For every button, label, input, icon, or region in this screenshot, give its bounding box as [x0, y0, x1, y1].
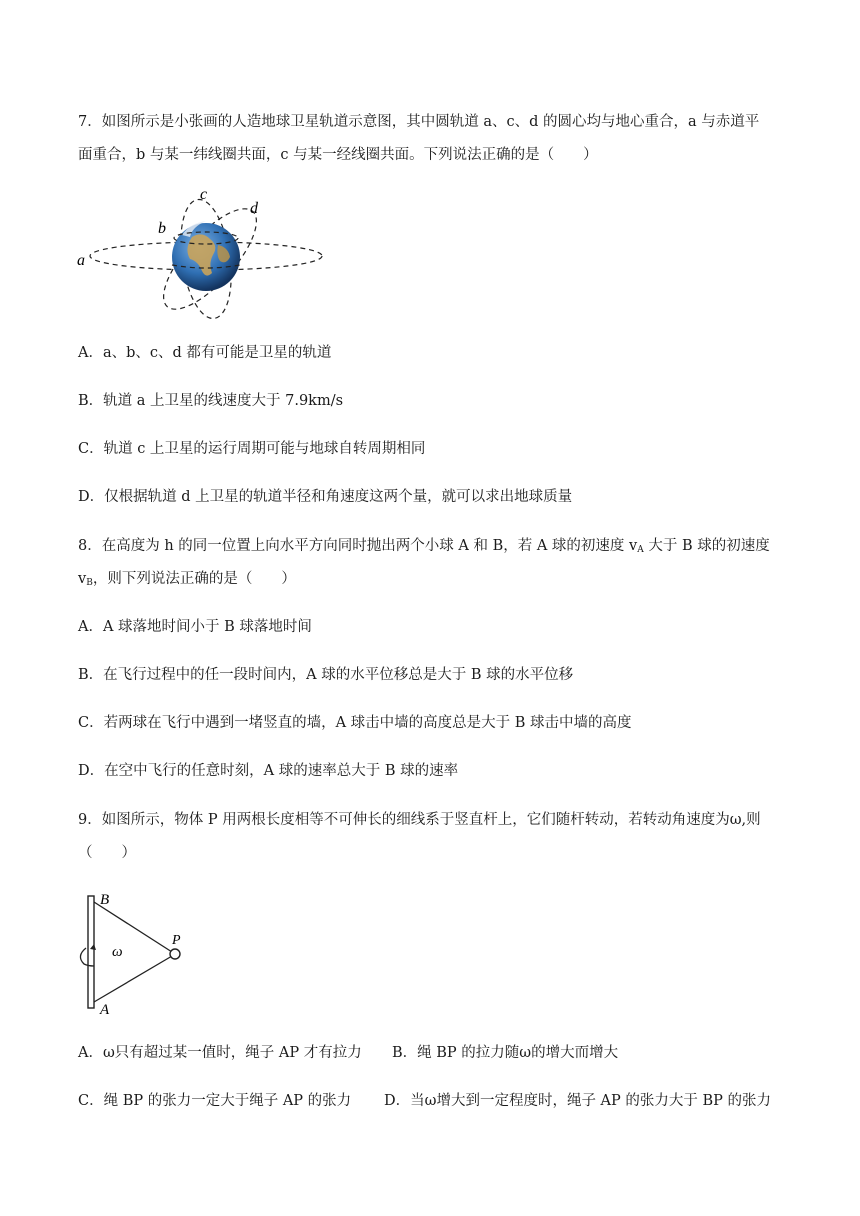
q8-option-a: A．A 球落地时间小于 B 球落地时间	[78, 619, 312, 635]
omega-label: ω	[112, 944, 123, 960]
q9-stem-line2: （ ）	[78, 845, 136, 861]
q8-sub-a: A	[637, 545, 644, 555]
orbit-label-c: c	[200, 186, 208, 203]
q7-stem-line1: 7．如图所示是小张画的人造地球卫星轨道示意图，其中圆轨道 a、c、d 的圆心均与地心重合，a 与赤道平	[78, 114, 760, 130]
q7-stem-line2: 面重合，b 与某一纬线圈共面，c 与某一经线圈共面。下列说法正确的是（ ）	[78, 147, 598, 163]
q8-stem-line1	[78, 536, 770, 560]
q8-stem-v: v	[78, 571, 87, 587]
q7-option-c: C．轨道 c 上卫星的运行周期可能与地球自转周期相同	[78, 441, 426, 457]
point-label-p: P	[172, 933, 181, 948]
orbit-label-b: b	[158, 220, 166, 237]
q8-stem-tail: 大于 B 球的初速度	[643, 538, 770, 554]
point-label-a: A	[100, 1002, 110, 1018]
q8-sub-b: B	[86, 578, 93, 588]
q7-option-d: D．仅根据轨道 d 上卫星的轨道半径和角速度这两个量，就可以求出地球质量	[78, 489, 573, 505]
orbit-label-d: d	[250, 200, 258, 217]
q7-option-a: A．a、b、c、d 都有可能是卫星的轨道	[78, 345, 332, 361]
orbit-label-a: a	[77, 252, 85, 269]
ball-p-icon	[170, 949, 180, 959]
q9-option-c: C．绳 BP 的张力一定大于绳子 AP 的张力	[78, 1093, 352, 1109]
q8-option-c: C．若两球在飞行中遇到一堵竖直的墙，A 球击中墙的高度总是大于 B 球击中墙的高度	[78, 715, 632, 731]
q9-stem-line1: 9．如图所示，物体 P 用两根长度相等不可伸长的细线系于竖直杆上，它们随杆转动，若转动角速度为ω,则	[78, 812, 761, 828]
q8-option-d: D．在空中飞行的任意时刻，A 球的速率总大于 B 球的速率	[78, 763, 459, 779]
q9-option-d: D．当ω增大到一定程度时，绳子 AP 的张力大于 BP 的张力	[384, 1093, 772, 1109]
point-label-b: B	[100, 892, 110, 908]
q9-option-b: B．绳 BP 的拉力随ω的增大而增大	[392, 1045, 619, 1061]
q8-option-b: B．在飞行过程中的任一段时间内，A 球的水平位移总是大于 B 球的水平位移	[78, 667, 574, 683]
q9-option-a: A．ω只有超过某一值时，绳子 AP 才有拉力	[78, 1045, 362, 1061]
q8-stem-line2	[78, 569, 296, 593]
satellite-orbits-figure	[72, 185, 332, 320]
q7-option-b: B．轨道 a 上卫星的线速度大于 7.9km/s	[78, 393, 344, 409]
q8-stem-text: 8．在高度为 h 的同一位置上向水平方向同时抛出两个小球 A 和 B，若 A 球的初速度 v	[78, 538, 638, 554]
rotating-rod-figure	[72, 888, 202, 1018]
q8-stem-tail2: ，则下列说法正确的是（ ）	[92, 571, 296, 587]
